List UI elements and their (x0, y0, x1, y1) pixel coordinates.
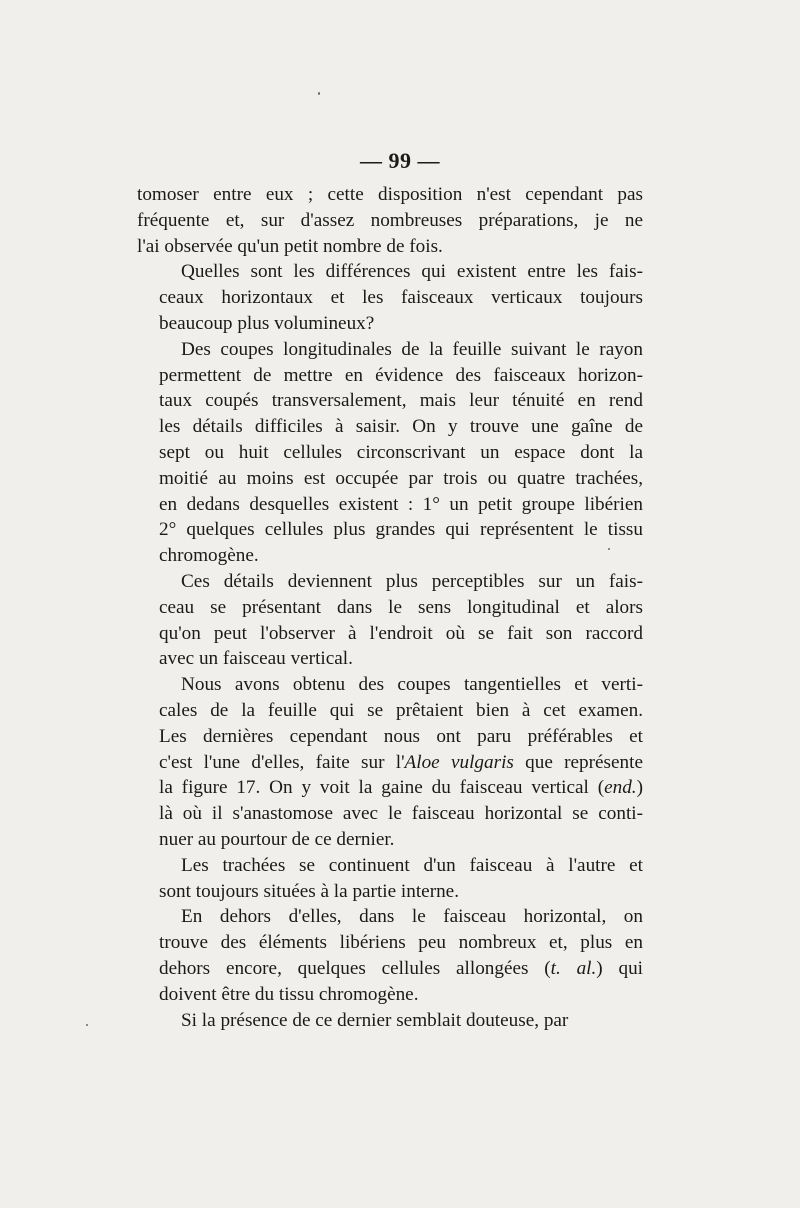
paragraph (137, 1008, 643, 1034)
text-line: beaucoup plus volumineux? (159, 312, 375, 334)
text-line: en dedans desquelles existent : 1° un petit groupe libérien (159, 493, 643, 515)
text-line: Des coupes longitudinales de la feuille suivant le rayon (181, 338, 643, 360)
text-line: avec un faisceau vertical. (159, 648, 353, 670)
text-line: les détails difficiles à saisir. On y trouve une gaîne de (159, 416, 643, 438)
text-line: nuer au pourtour de ce dernier. (159, 828, 395, 850)
paragraph (137, 182, 643, 259)
paragraph (137, 569, 643, 672)
paragraph (137, 259, 643, 336)
text-line: sept ou huit cellules circonscrivant un espace dont la (159, 441, 643, 463)
text-line: ceaux horizontaux et les faisceaux verticaux toujours (159, 287, 643, 309)
text-line: Quelles sont les différences qui existent entre les fais- (181, 261, 643, 283)
text-line: Les dernières cependant nous ont paru préférables et (159, 725, 643, 747)
page-number: — 99 — (360, 148, 440, 173)
text-line: sont toujours situées à la partie interne. (159, 880, 459, 902)
text-line: chromogène. (159, 545, 259, 567)
text-line: trouve des éléments libériens peu nombreux et, plus en (159, 932, 643, 954)
text-line: Nous avons obtenu des coupes tangentielles et verti- (181, 674, 643, 696)
text-line: la figure 17. On y voit la gaine du faisceau vertical (end.) (159, 777, 643, 799)
paragraph (137, 672, 643, 853)
paragraph (137, 337, 643, 569)
text-line: Ces détails deviennent plus perceptibles sur un fais- (181, 570, 643, 592)
text-line: c'est l'une d'elles, faite sur l'Aloe vulgaris que représente (159, 751, 643, 773)
body-text (137, 182, 643, 1033)
text-line: dehors encore, quelques cellules allongées (t. al.) qui (159, 957, 643, 979)
text-line: là où il s'anastomose avec le faisceau horizontal se conti- (159, 803, 643, 825)
text-line: Les trachées se continuent d'un faisceau à l'autre et (181, 854, 643, 876)
paper-speck (86, 1024, 88, 1026)
text-line: moitié au moins est occupée par trois ou quatre trachées, (159, 467, 643, 489)
text-line: Si la présence de ce dernier semblait douteuse, par (181, 1009, 569, 1031)
text-line: cales de la feuille qui se prêtaient bien à cet examen. (159, 699, 643, 721)
text-line: permettent de mettre en évidence des faisceaux horizon- (159, 364, 643, 386)
text-line: taux coupés transversalement, mais leur ténuité en rend (159, 390, 643, 412)
text-line: fréquente et, sur d'assez nombreuses préparations, je ne (137, 209, 643, 231)
paragraph (137, 904, 643, 1007)
text-line: qu'on peut l'observer à l'endroit où se fait son raccord (159, 622, 643, 644)
text-line: tomoser entre eux ; cette disposition n'est cependant pas (137, 184, 643, 205)
paper-speck (318, 92, 320, 95)
text-line: En dehors d'elles, dans le faisceau horizontal, on (181, 906, 643, 928)
text-line: doivent être du tissu chromogène. (159, 983, 419, 1005)
paragraph (137, 853, 643, 905)
text-line: ceau se présentant dans le sens longitudinal et alors (159, 596, 643, 618)
text-line: 2° quelques cellules plus grandes qui représentent le tissu (159, 519, 643, 541)
text-line: l'ai observée qu'un petit nombre de fois. (137, 235, 443, 257)
